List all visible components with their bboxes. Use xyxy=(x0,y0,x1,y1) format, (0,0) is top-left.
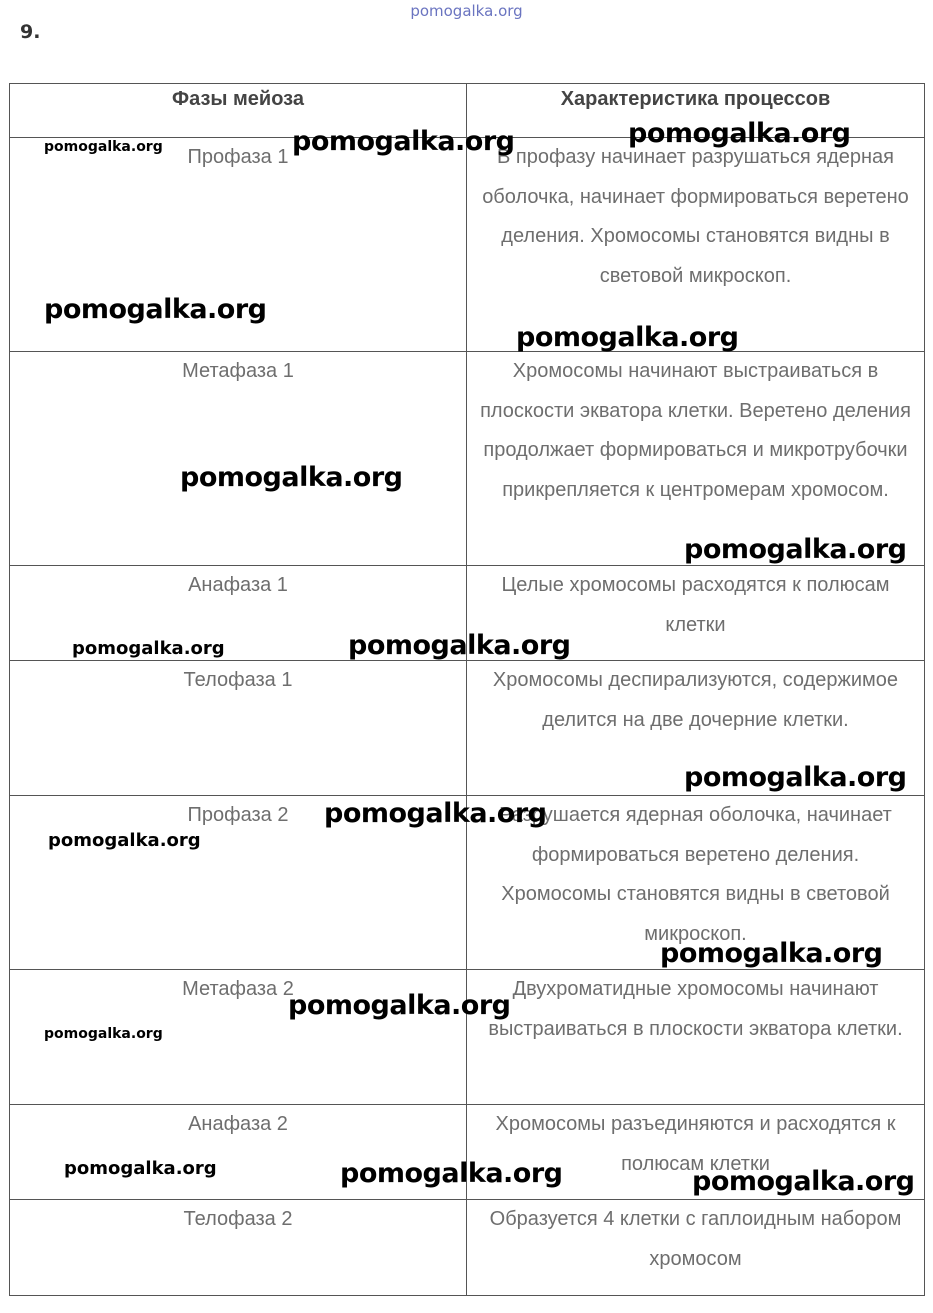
description-cell: Образуется 4 клетки с гаплоидным набором хромосом xyxy=(467,1200,925,1296)
watermark: pomogalka.org xyxy=(44,139,163,155)
description-cell: Двухроматидные хромосомы начинают выстраиваться в плоскости экватора клетки. xyxy=(467,970,925,1105)
watermark: pomogalka.org xyxy=(72,638,225,659)
watermark: pomogalka.org xyxy=(340,1158,563,1189)
watermark: pomogalka.org xyxy=(292,126,515,157)
phase-cell: Метафаза 2 xyxy=(10,970,467,1105)
description-cell: Разрушается ядерная оболочка, начинает формироваться веретено деления. Хромосомы становятся видны в световой микроскоп. xyxy=(467,796,925,970)
watermark: pomogalka.org xyxy=(516,322,739,353)
watermark: pomogalka.org xyxy=(48,830,201,851)
description-cell: Целые хромосомы расходятся к полюсам клетки xyxy=(467,566,925,661)
watermark: pomogalka.org xyxy=(660,938,883,969)
meiosis-phases-table xyxy=(9,83,925,1296)
watermark: pomogalka.org xyxy=(44,294,267,325)
watermark: pomogalka.org xyxy=(628,118,851,149)
watermark: pomogalka.org xyxy=(684,534,907,565)
site-link-top[interactable]: pomogalka.org xyxy=(410,2,523,20)
watermark: pomogalka.org xyxy=(684,762,907,793)
phase-cell: Телофаза 2 xyxy=(10,1200,467,1296)
phase-cell: Телофаза 1 xyxy=(10,661,467,796)
watermark: pomogalka.org xyxy=(348,630,571,661)
watermark: pomogalka.org xyxy=(324,798,547,829)
watermark: pomogalka.org xyxy=(692,1166,915,1197)
phase-cell: Профаза 1 xyxy=(10,138,467,352)
watermark: pomogalka.org xyxy=(44,1026,163,1042)
description-cell: Хромосомы начинают выстраиваться в плоскости экватора клетки. Веретено деления продолжает формироваться и микротрубочки прикрепляется к центромерам хромосом. xyxy=(467,352,925,566)
phase-cell: Анафаза 2 xyxy=(10,1105,467,1200)
column-header-phases: Фазы мейоза xyxy=(10,84,467,138)
table-row xyxy=(10,1200,925,1296)
phase-cell: Профаза 2 xyxy=(10,796,467,970)
task-number: 9. xyxy=(20,21,41,43)
watermark: pomogalka.org xyxy=(180,462,403,493)
watermark: pomogalka.org xyxy=(64,1158,217,1179)
watermark: pomogalka.org xyxy=(288,990,511,1021)
description-cell: В профазу начинает разрушаться ядерная оболочка, начинает формироваться веретено деления. Хромосомы становятся видны в световой микроскоп. xyxy=(467,138,925,352)
column-header-characteristics: Характеристика процессов xyxy=(467,84,925,138)
description-cell: Хромосомы деспирализуются, содержимое делится на две дочерние клетки. xyxy=(467,661,925,796)
phase-cell: Анафаза 1 xyxy=(10,566,467,661)
description-cell: Хромосомы разъединяются и расходятся к полюсам клетки xyxy=(467,1105,925,1200)
phase-cell: Метафаза 1 xyxy=(10,352,467,566)
